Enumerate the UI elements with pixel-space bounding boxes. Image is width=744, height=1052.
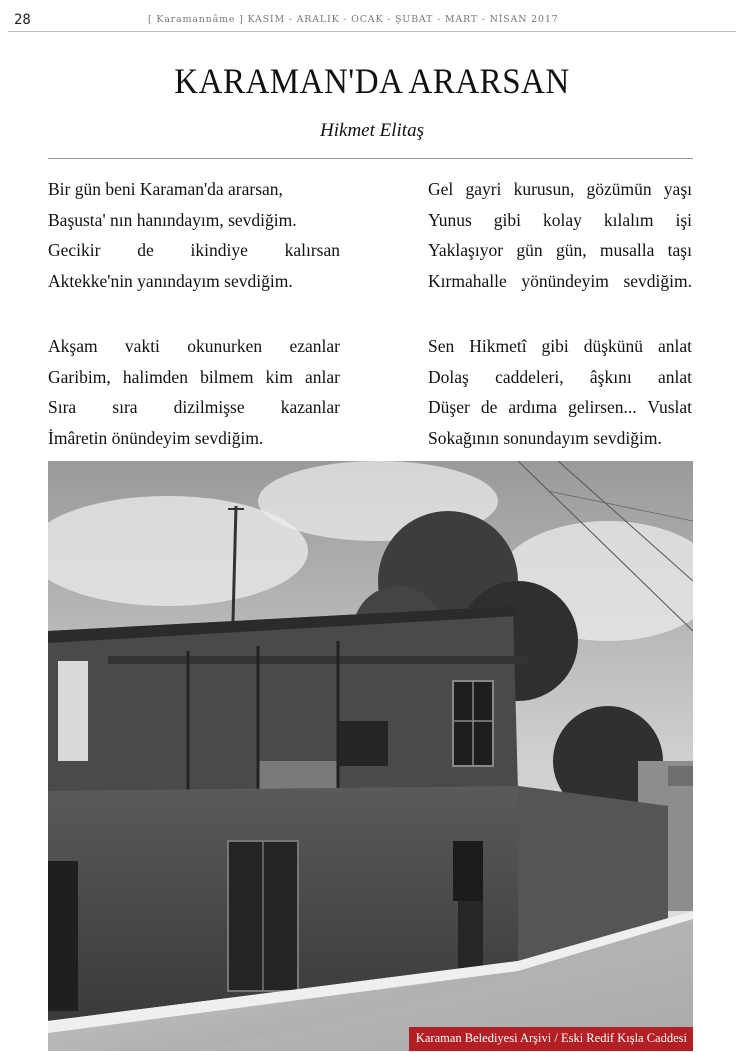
poem-line: Kırmahalle yönündeyim sevdiğim. — [428, 270, 692, 291]
header-divider — [8, 31, 736, 32]
poem-line: İmâretin önündeyim sevdiğim. — [48, 427, 264, 448]
street-photo-illustration — [48, 461, 693, 1051]
stanza-3 — [48, 331, 340, 453]
poem-line: Akşam vakti okunurken ezanlar — [48, 336, 340, 356]
title-divider — [48, 158, 693, 159]
poem-line: Gel gayri kurusun, gözümün yaşı — [428, 179, 692, 199]
stanza-1 — [48, 174, 340, 296]
poem-line: Sıra sıra dizilmişse kazanlar — [48, 397, 340, 417]
stanza-4 — [428, 331, 692, 453]
poem-line: Sen Hikmetî gibi düşkünü anlat — [428, 336, 692, 356]
stanza-2 — [428, 174, 692, 296]
poem-line: Yaklaşıyor gün gün, musalla taşı — [428, 240, 692, 260]
photo-caption: Karaman Belediyesi Arşivi / Eski Redif Kışla Caddesi — [409, 1027, 693, 1051]
street-photo — [48, 461, 693, 1051]
article-title: KARAMAN'DA ARARSAN — [174, 62, 570, 102]
poem-line: Garibim, halimden bilmem kim anlar — [48, 366, 340, 387]
poem-line: Aktekke'nin yanındayım sevdiğim. — [48, 270, 293, 291]
page-number: 28 — [14, 12, 31, 28]
poem-line: Bir gün beni Karaman'da ararsan, — [48, 179, 283, 199]
poem-line: Başusta' nın hanındayım, sevdiğim. — [48, 209, 297, 230]
poem-line: Düşer de ardıma gelirsen... Vuslat — [428, 397, 692, 417]
page-header — [0, 0, 744, 34]
poem-line: Dolaş caddeleri, âşkını anlat — [428, 366, 692, 387]
poem-line: Gecikir de ikindiye kalırsan — [48, 240, 340, 260]
article-author: Hikmet Elitaş — [320, 120, 424, 141]
running-head: [ Karamannâme ] KASIM - ARALIK - OCAK - ŞUBAT - MART - NİSAN 2017 — [148, 14, 559, 25]
poem-line: Yunus gibi kolay kılalım işi — [428, 209, 692, 230]
poem-line: Sokağının sonundayım sevdiğim. — [428, 427, 662, 448]
